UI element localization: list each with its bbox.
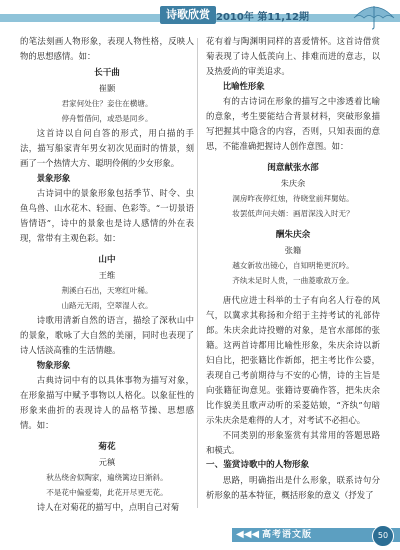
subheading-scene: 景象形象 (36, 173, 71, 183)
poem-title: 闺意献张水部 (267, 163, 319, 173)
paragraph: 的笔法刻画人物形象，表现人物性格，反映人物的思想感情。如： (20, 36, 194, 61)
subheading-metaphor: 比喻性形象 (222, 81, 265, 91)
page-header (0, 0, 400, 34)
poem-title: 长干曲 (94, 68, 120, 78)
paragraph: 诗人在对菊花的描写中，点明自己对菊 (36, 502, 180, 512)
poem-line: 越女新妆出镜心，自知明艳更沉吟。 (232, 261, 354, 270)
paragraph: 这首诗以自问自答的形式，用白描的手法，描写船家青年男女初次见面时的情景，刻画了一个热情大方、聪明伶俐的少女形象。 (20, 128, 194, 168)
page-number: 50 (372, 525, 394, 547)
section-heading: 一、鉴赏诗歌中的人物形象 (206, 460, 310, 470)
poem-line: 不是花中偏爱菊，此花开尽更无花。 (46, 488, 168, 497)
poem-author: 朱庆余 (280, 178, 306, 188)
column-divider (197, 38, 198, 508)
issue-label: 2010年 第11,12期 (216, 12, 309, 23)
poem-line: 洞房昨夜停红烛，待晓堂前拜舅姑。 (232, 194, 354, 203)
poem-line: 荆溪白石出，天寒红叶稀。 (61, 286, 153, 295)
poem-line: 妆罢低声问夫婿：画眉深浅入时无？ (232, 209, 354, 218)
poem-author: 张籍 (284, 245, 302, 255)
page-footer (0, 518, 400, 550)
left-column (20, 34, 194, 515)
column-title: 诗歌欣赏 (160, 6, 216, 24)
paragraph: 唐代应进士科举的士子有向名人行卷的风气，以冀求其称扬和介绍于主持考试的礼部侍郎。朱庆余此诗投赠的对象，是官水部郎的张籍。这两首诗都用比喻性形象，朱庆余诗以新妇自比，把张籍比作新郎，把主考比作公婆，表现自己考前期待与不安的心情，诗的主旨是向张籍征询意见。张籍诗要确作答，把朱庆余比作貌美且歌声动听的采菱姑娘，“齐纨”句暗示朱庆余是难得的人才，对考试不必担心。 (206, 295, 380, 425)
umbrella-icon (352, 0, 396, 30)
arrows-icon: ◀◀◀ (236, 529, 260, 540)
right-column (206, 34, 380, 503)
magazine-name: 高考语文版 (262, 530, 313, 540)
poem-author: 元稹 (98, 457, 116, 467)
poem-title: 酬朱庆余 (275, 230, 311, 240)
poem-title: 山中 (98, 255, 116, 265)
poem-line: 君家何处住？妾住在横塘。 (61, 99, 153, 108)
paragraph: 思路，明确指出是什么形象，联系诗句分析形象的基本特征，概括形象的意义（抒发了 (206, 475, 380, 500)
paragraph: 古诗词中的景象形象包括季节、时令、虫鱼鸟兽、山水花木、轻面、色彩等。“一切景语皆情语”，诗中的景象也是诗人感情的外在表现，常带有主观色彩。如： (20, 188, 194, 243)
poem-line: 停舟暂借问，或恐是同乡。 (61, 114, 153, 123)
poem-author: 崔颢 (98, 83, 116, 93)
paragraph: 不同类别的形象鉴赏有其常用的答题思路和模式。 (206, 430, 380, 455)
poem-line: 秋丛绕舍似陶家，遍绕篱边日渐斜。 (46, 473, 168, 482)
paragraph: 诗歌用清新自然的语言，描绘了深秋山中的景象，歌咏了大自然的美丽，同时也表现了诗人恬淡高雅的生活情趣。 (20, 315, 194, 355)
paragraph: 有的古诗词在形象的描写之中渗透着比喻的意象，考生要能结合背景材料，突破形象描写把握其中隐含的内容，否则，只知表面的意思，不能准确把握诗人创作意图。如： (206, 96, 380, 151)
subheading-object: 物象形象 (36, 360, 71, 370)
poem-line: 山路元无雨，空翠湿人衣。 (61, 301, 153, 310)
poem-author: 王维 (98, 270, 116, 280)
paragraph: 古典诗词中有的以具体事物为描写对象，在形象描写中赋予事物以人格化。以象征性的形象来曲折的表现诗人的品格节操、思想感情。如： (20, 375, 194, 430)
poem-title: 菊花 (98, 442, 116, 452)
paragraph: 花有着与陶渊明同样的喜爱情怀。这首诗借赏菊表现了诗人低羡向上、排难而进的意志，以及热爱尚的审美追求。 (206, 36, 380, 76)
poem-line: 齐纨未足时人贵，一曲菱歌敌万金。 (232, 276, 354, 285)
